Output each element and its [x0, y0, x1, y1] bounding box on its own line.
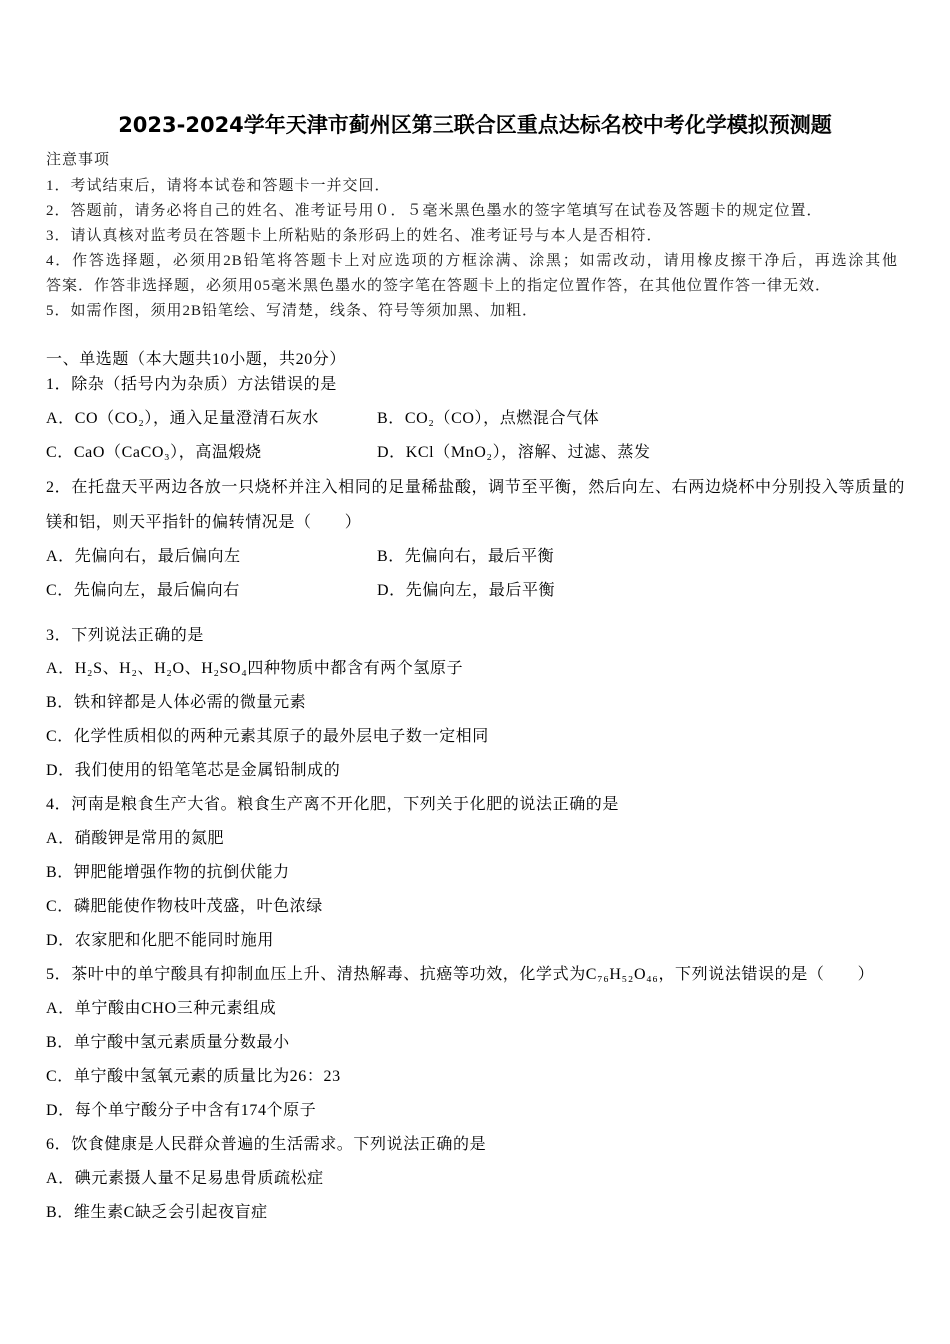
option-c: C．先偏向左，最后偏向右 — [46, 582, 240, 599]
option-b: B．单宁酸中氢元素质量分数最小 — [46, 1034, 290, 1051]
question-stem: 5．茶叶中的单宁酸具有抑制血压上升、清热解毒、抗癌等功效，化学式为C₇₆H₅₂O₄₆，下列说法错误的是（ ） — [46, 966, 875, 983]
notice-item-1: 1．考试结束后，请将本试卷和答题卡一并交回． — [46, 178, 391, 194]
option-b: B．先偏向右，最后平衡 — [377, 548, 555, 565]
question-stem: 4．河南是粮食生产大省。粮食生产离不开化肥，下列关于化肥的说法正确的是 — [46, 796, 620, 813]
notice-item-2: 2．答题前，请务必将自己的姓名、准考证号用０．５毫米黑色墨水的签字笔填写在试卷及答题卡的规定位置． — [46, 203, 823, 219]
notice-item-4-line-1: 4．作答选择题，必须用2B铅笔将答题卡上对应选项的方框涂满、涂黑；如需改动，请用橡皮擦干净后，再选涂其他 — [46, 253, 898, 269]
option-d: D．农家肥和化肥不能同时施用 — [46, 932, 274, 949]
notice-item-4-line-2: 答案．作答非选择题，必须用05毫米黑色墨水的签字笔在答题卡上的指定位置作答，在其他位置作答一律无效． — [46, 278, 832, 294]
option-a: A．CO（CO₂），通入足量澄清石灰水 — [46, 410, 319, 427]
option-b: B．钾肥能增强作物的抗倒伏能力 — [46, 864, 290, 881]
option-a: A．H₂S、H₂、H₂O、H₂SO₄四种物质中都含有两个氢原子 — [46, 660, 464, 677]
option-b: B．维生素C缺乏会引起夜盲症 — [46, 1204, 268, 1221]
option-c: C．CaO（CaCO₃），高温煅烧 — [46, 444, 262, 461]
option-c: C．单宁酸中氢氧元素的质量比为26：23 — [46, 1068, 341, 1085]
question-stem-line-1: 2．在托盘天平两边各放一只烧杯并注入相同的足量稀盐酸，调节至平衡，然后向左、右两边烧杯中分别投入等质量的 — [46, 479, 905, 496]
option-d: D．先偏向左，最后平衡 — [377, 582, 556, 599]
option-a: A．硝酸钾是常用的氮肥 — [46, 830, 225, 847]
question-stem: 6．饮食健康是人民群众普遍的生活需求。下列说法正确的是 — [46, 1136, 487, 1153]
option-d: D．每个单宁酸分子中含有174个原子 — [46, 1102, 317, 1119]
option-d: D．我们使用的铅笔笔芯是金属铅制成的 — [46, 762, 341, 779]
option-c: C．化学性质相似的两种元素其原子的最外层电子数一定相同 — [46, 728, 489, 745]
option-b: B．铁和锌都是人体必需的微量元素 — [46, 694, 307, 711]
option-a: A．先偏向右，最后偏向左 — [46, 548, 241, 565]
option-a: A．碘元素摄人量不足易患骨质疏松症 — [46, 1170, 324, 1187]
option-c: C．磷肥能使作物枝叶茂盛，叶色浓绿 — [46, 898, 323, 915]
option-a: A．单宁酸由CHO三种元素组成 — [46, 1000, 277, 1017]
option-d: D．KCl（MnO₂），溶解、过滤、蒸发 — [377, 444, 651, 461]
question-stem: 1．除杂（括号内为杂质）方法错误的是 — [46, 376, 337, 393]
question-stem: 3．下列说法正确的是 — [46, 627, 205, 644]
document-title: 2023-2024学年天津市蓟州区第三联合区重点达标名校中考化学模拟预测题 — [118, 113, 832, 137]
notice-item-5: 5．如需作图，须用2B铅笔绘、写清楚，线条、符号等须加黑、加粗． — [46, 303, 539, 319]
question-stem-line-2: 镁和铝，则天平指针的偏转情况是（ ） — [46, 514, 362, 531]
option-b: B．CO₂（CO），点燃混合气体 — [377, 410, 600, 427]
notice-item-3: 3．请认真核对监考员在答题卡上所粘贴的条形码上的姓名、准考证号与本人是否相符． — [46, 228, 663, 244]
notice-heading: 注意事项 — [46, 152, 111, 168]
section-heading: 一、单选题（本大题共10小题，共20分） — [46, 351, 347, 368]
